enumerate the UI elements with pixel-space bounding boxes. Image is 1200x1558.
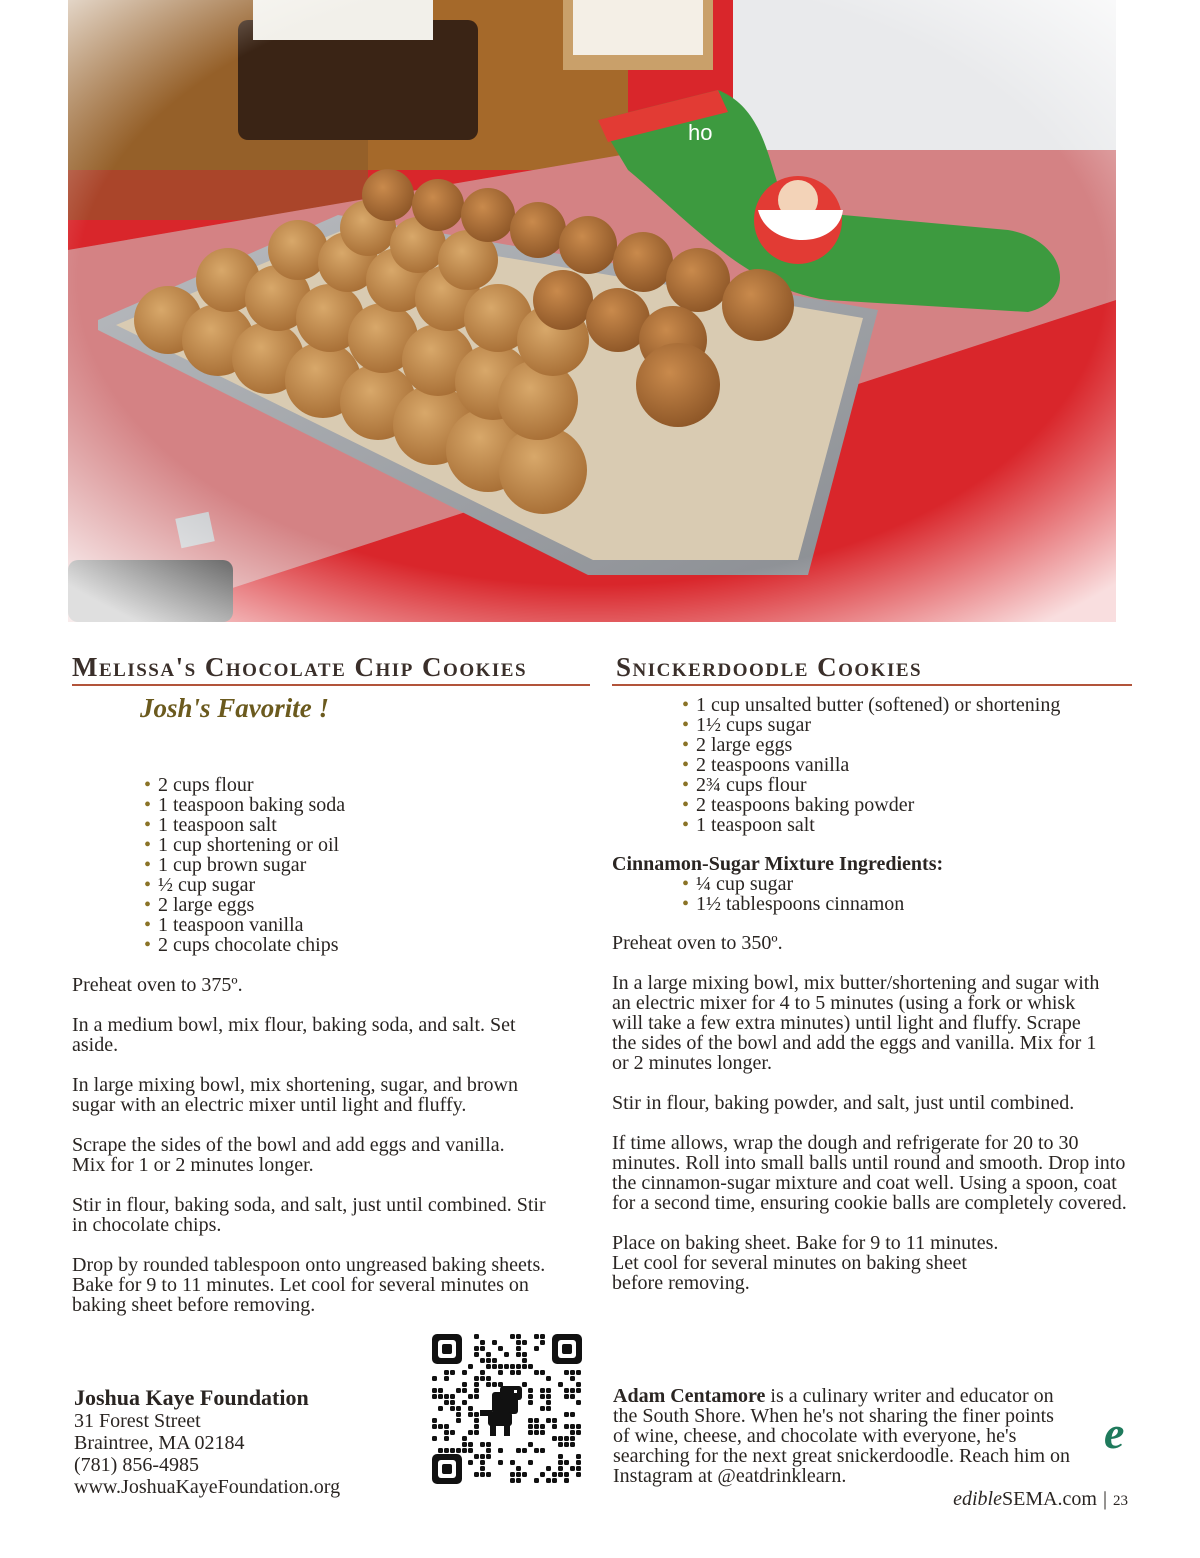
instruction-paragraph: If time allows, wrap the dough and refrigerate for 20 to 30 minutes. Roll into small balls until round and smooth. Drop into the cinnamon-sugar mixture and coat well. Using a spoon, coat for a second time, ensuring cookie balls are completely covered. — [612, 1132, 1127, 1214]
instruction-paragraph: Stir in flour, baking powder, and salt, just until combined. — [612, 1092, 1075, 1114]
bio-text: is a culinary writer and educator on the South Shore. When he's not sharing the finer points of wine, cheese, and chocolate with everyone, he's searching for the next great snickerdoodle. Reach him on Instagram at @eatdrinklearn. — [613, 1385, 1071, 1487]
title-divider — [612, 684, 1132, 686]
foundation-contact — [74, 1386, 414, 1498]
ingredient-item: • 1 cup unsalted butter (softened) or shortening — [682, 695, 1132, 715]
ingredient-item: • 1½ tablespoons cinnamon — [682, 894, 1132, 914]
instruction-paragraph: Drop by rounded tablespoon onto ungreased baking sheets. Bake for 9 to 11 minutes. Let cool for several minutes on baking sheet before removing. — [72, 1254, 546, 1316]
instruction-paragraph: In a large mixing bowl, mix butter/shortening and sugar with an electric mixer for 4 to 5 minutes (using a fork or whisk will take a few extra minutes) until light and fluffy. Scrape the sides of the bowl and add the eggs and vanilla. Mix for 1 or 2 minutes longer. — [612, 972, 1100, 1074]
foundation-website[interactable]: www.JoshuaKayeFoundation.org — [74, 1476, 341, 1498]
foundation-name: Joshua Kaye Foundation — [74, 1385, 309, 1410]
ingredient-item: • 1 cup brown sugar — [144, 855, 590, 875]
edible-e-logo: e — [1104, 1407, 1125, 1458]
cookie-photo — [68, 0, 1116, 622]
ingredient-item: • 2 teaspoons vanilla — [682, 755, 1132, 775]
mixture-heading: Cinnamon-Sugar Mixture Ingredients: — [612, 853, 944, 875]
instruction-paragraph: Scrape the sides of the bowl and add eggs and vanilla. Mix for 1 or 2 minutes longer. — [72, 1134, 505, 1176]
recipe-title: Melissa's Chocolate Chip Cookies — [72, 652, 528, 682]
ingredient-item: • 1 teaspoon vanilla — [144, 915, 590, 935]
instruction-paragraph: Preheat oven to 375º. — [72, 974, 243, 996]
page-number: 23 — [1113, 1493, 1128, 1509]
author-bio — [613, 1386, 1073, 1486]
page-footer — [953, 1488, 1128, 1512]
title-divider — [72, 684, 590, 686]
author-name: Adam Centamore — [613, 1385, 766, 1407]
qr-code-icon — [432, 1334, 582, 1484]
ingredient-item: • 1 teaspoon salt — [682, 815, 1132, 835]
ingredient-item: • 2¾ cups flour — [682, 775, 1132, 795]
recipe-subtitle: Josh's Favorite ! — [140, 693, 330, 723]
ingredient-item: • 1 cup shortening or oil — [144, 835, 590, 855]
foundation-city: Braintree, MA 02184 — [74, 1432, 245, 1454]
snickerdoodle-recipe — [612, 652, 1132, 1293]
ingredient-item: • 2 large eggs — [144, 895, 590, 915]
instruction-paragraph: Preheat oven to 350º. — [612, 932, 783, 954]
ingredient-item: • 1 teaspoon baking soda — [144, 795, 590, 815]
ingredient-item: • 2 teaspoons baking powder — [682, 795, 1132, 815]
ingredient-item: • 1 teaspoon salt — [144, 815, 590, 835]
chocolate-chip-recipe — [72, 652, 590, 1315]
ingredient-item: • ½ cup sugar — [144, 875, 590, 895]
foundation-phone: (781) 856-4985 — [74, 1454, 199, 1476]
ingredient-list — [144, 775, 590, 955]
instruction-paragraph: In a medium bowl, mix flour, baking soda, and salt. Set aside. — [72, 1014, 516, 1056]
foundation-street: 31 Forest Street — [74, 1410, 201, 1432]
ingredient-item: • ¼ cup sugar — [682, 874, 1132, 894]
ingredient-item: • 2 large eggs — [682, 735, 1132, 755]
ingredient-item: • 2 cups flour — [144, 775, 590, 795]
site-name-italic: edible — [953, 1488, 1002, 1510]
instruction-paragraph: Stir in flour, baking soda, and salt, just until combined. Stir in chocolate chips. — [72, 1194, 546, 1236]
mixture-ingredient-list — [682, 874, 1132, 914]
ingredient-list — [682, 695, 1132, 835]
instruction-paragraph: In large mixing bowl, mix shortening, sugar, and brown sugar with an electric mixer until light and fluffy. — [72, 1074, 518, 1116]
footer-separator: | — [1102, 1488, 1107, 1510]
ingredient-item: • 2 cups chocolate chips — [144, 935, 590, 955]
site-name-rest: SEMA.com — [1001, 1488, 1097, 1510]
instruction-paragraph: Place on baking sheet. Bake for 9 to 11 minutes. Let cool for several minutes on baking sheet before removing. — [612, 1232, 999, 1294]
ingredient-item: • 1½ cups sugar — [682, 715, 1132, 735]
recipe-title: Snickerdoodle Cookies — [616, 652, 923, 682]
qr-code[interactable] — [432, 1334, 582, 1484]
